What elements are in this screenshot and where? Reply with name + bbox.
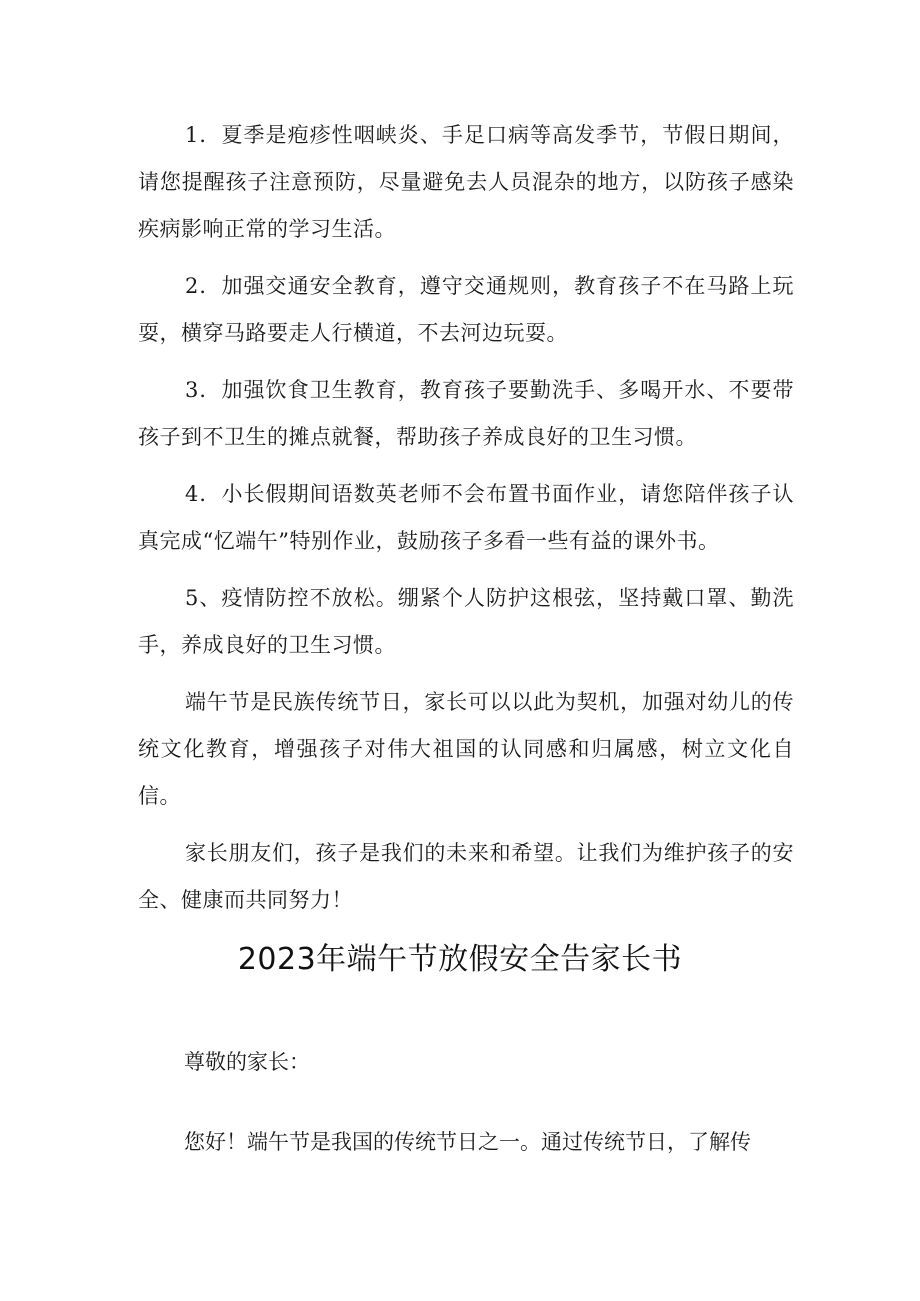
letter-title: 2023年端午节放假安全告家长书 bbox=[237, 942, 683, 977]
document-body bbox=[138, 112, 794, 934]
paragraph-tip-3: 3．加强饮食卫生教育，教育孩子要勤洗手、多喝开水、不要带孩子到不卫生的摊点就餐，帮助孩子养成良好的卫生习惯。 bbox=[138, 378, 794, 449]
paragraph-culture: 端午节是民族传统节日，家长可以以此为契机，加强对幼儿的传统文化教育，增强孩子对伟大祖国的认同感和归属感，树立文化自信。 bbox=[138, 690, 794, 808]
paragraph-tip-5: 5、疫情防控不放松。绷紧个人防护这根弦，坚持戴口罩、勤洗手，养成良好的卫生习惯。 bbox=[138, 586, 794, 657]
paragraph-closing: 家长朋友们，孩子是我们的未来和希望。让我们为维护孩子的安全、健康而共同努力！ bbox=[138, 841, 794, 912]
paragraph-tip-2: 2．加强交通安全教育，遵守交通规则，教育孩子不在马路上玩耍，横穿马路要走人行横道，不去河边玩耍。 bbox=[138, 274, 794, 345]
paragraph-tip-4: 4．小长假期间语数英老师不会布置书面作业，请您陪伴孩子认真完成“忆端午”特别作业，鼓励孩子多看一些有益的课外书。 bbox=[138, 482, 794, 553]
letter-opening-line: 您好！端午节是我国的传统节日之一。通过传统节日，了解传 bbox=[184, 1130, 751, 1154]
paragraph-tip-1: 1．夏季是疱疹性咽峡炎、手足口病等高发季节，节假日期间，请您提醒孩子注意预防，尽量避免去人员混杂的地方，以防孩子感染疾病影响正常的学习生活。 bbox=[138, 123, 794, 241]
letter-greeting: 尊敬的家长： bbox=[184, 1050, 310, 1074]
